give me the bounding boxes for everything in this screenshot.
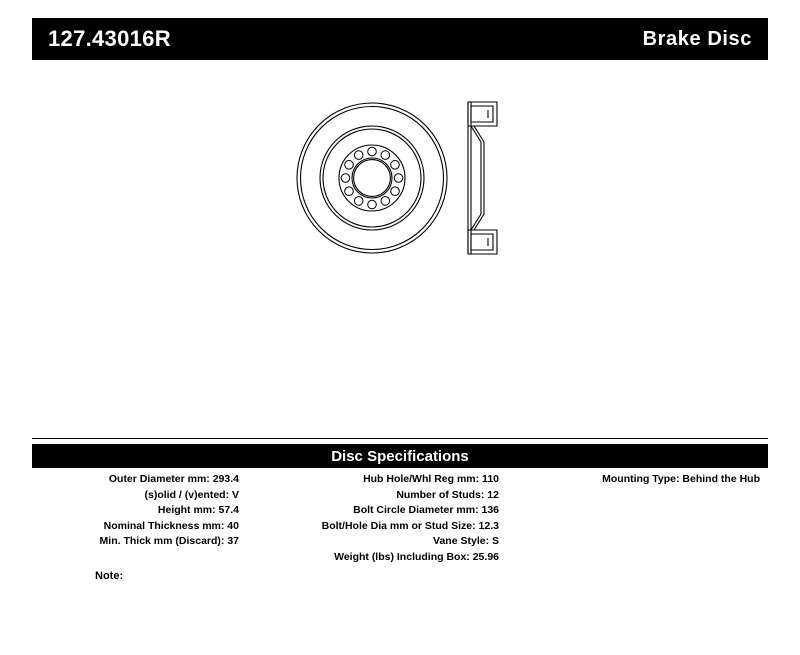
document-kind-label: Brake Disc [642,28,752,50]
spec-item: Weight (lbs) Including Box: 25.96 [334,550,499,563]
header-bar [32,18,768,60]
spec-item: Nominal Thickness mm: 40 [103,519,239,532]
footer-rule [32,626,768,627]
technical-drawing [290,80,550,280]
spec-item: Number of Studs: 12 [396,488,499,501]
stud-hole-circles [341,147,403,209]
spec-item: (s)olid / (v)ented: V [144,488,239,501]
specs-column-middle [247,472,507,565]
spec-item: Vane Style: S [433,535,499,547]
specs-column-right [507,472,768,565]
rotor-section-view [468,102,497,254]
spec-item: Outer Diameter mm: 293.4 [108,473,239,485]
specs-top-rule [32,438,768,439]
spec-item: Bolt/Hole Dia mm or Stud Size: 12.3 [321,519,499,532]
part-number-label: 127.43016R [48,26,171,51]
spec-item: Mounting Type: Behind the Hub [602,473,760,485]
spec-item: Bolt Circle Diameter mm: 136 [353,504,499,516]
specs-column-left [32,472,247,565]
spec-item: Height mm: 57.4 [157,504,239,516]
note-label: Note: [95,570,124,582]
rotor-face-view [297,103,447,253]
rotor-drawing-svg [290,80,550,280]
spec-item: Min. Thick mm (Discard): 37 [99,535,239,547]
spec-item: Hub Hole/Whl Reg mm: 110 [363,473,499,485]
specs-title: Disc Specifications [331,447,469,465]
specs-columns [32,472,768,565]
specs-title-bar [32,444,768,468]
